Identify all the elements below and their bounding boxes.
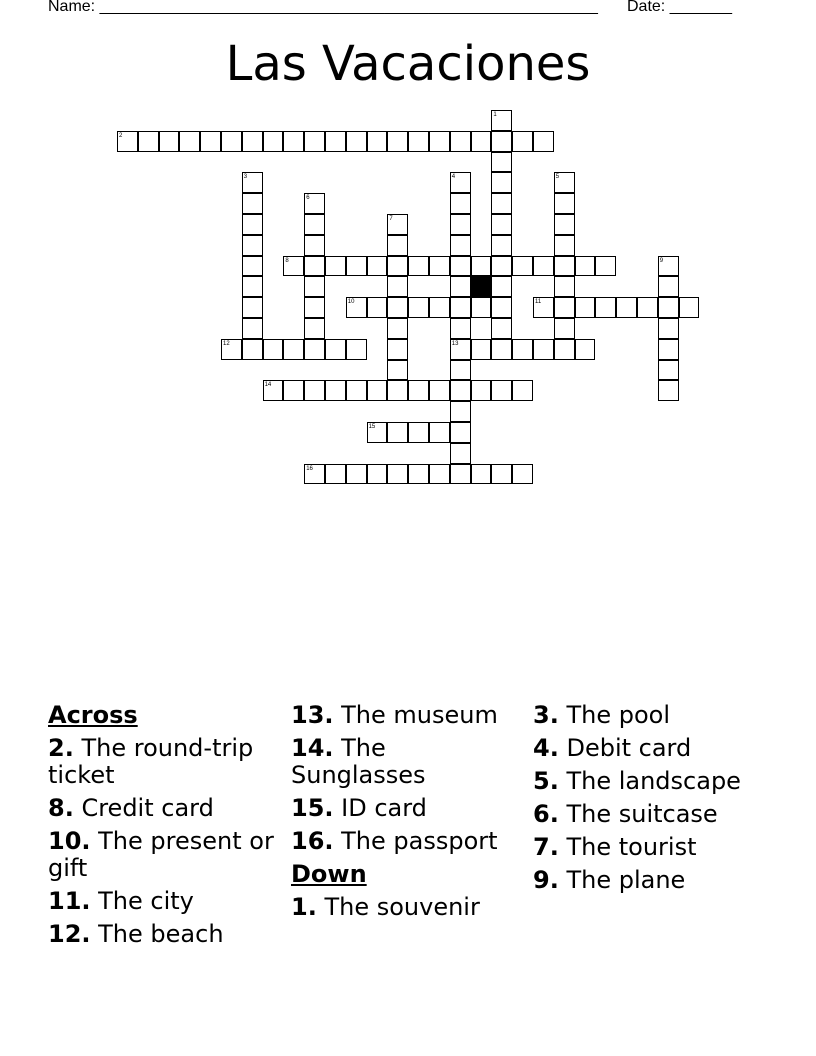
grid-cell[interactable]: [658, 297, 679, 318]
clue-number: 5.: [533, 767, 559, 795]
grid-cell[interactable]: [554, 256, 575, 277]
across-heading: Across: [48, 701, 138, 729]
clue-list-across-1: [48, 735, 278, 948]
cell-number: 7: [389, 216, 393, 222]
grid-cell[interactable]: [491, 297, 512, 318]
clues-column-2: [291, 702, 526, 927]
grid-cell[interactable]: [533, 339, 554, 360]
grid-cell[interactable]: [450, 443, 471, 464]
grid-cell[interactable]: [263, 339, 284, 360]
grid-cell[interactable]: [283, 339, 304, 360]
clue-item: [533, 801, 783, 828]
grid-cell[interactable]: [367, 256, 388, 277]
grid-cell[interactable]: [450, 464, 471, 485]
clue-number: 2.: [48, 734, 74, 762]
grid-cell[interactable]: [221, 339, 242, 360]
clue-number: 12.: [48, 920, 91, 948]
grid-cell[interactable]: [346, 297, 367, 318]
grid-cell[interactable]: [429, 422, 450, 443]
grid-cell[interactable]: [387, 380, 408, 401]
grid-cell[interactable]: [658, 339, 679, 360]
grid-cell[interactable]: [387, 360, 408, 381]
clue-item: [291, 828, 526, 855]
grid-cell[interactable]: [387, 214, 408, 235]
clues-column-3: [533, 702, 783, 900]
grid-cell[interactable]: [387, 276, 408, 297]
grid-cell[interactable]: [491, 339, 512, 360]
grid-cell[interactable]: [346, 380, 367, 401]
grid-cell[interactable]: [346, 256, 367, 277]
grid-cell[interactable]: [554, 214, 575, 235]
grid-cell[interactable]: [471, 380, 492, 401]
clue-text: The present or gift: [48, 827, 274, 882]
grid-cell[interactable]: [512, 380, 533, 401]
clue-text: The round-trip ticket: [48, 734, 254, 789]
clue-number: 8.: [48, 794, 74, 822]
grid-cell[interactable]: [242, 193, 263, 214]
grid-cell[interactable]: [242, 256, 263, 277]
cell-number: 15: [368, 424, 376, 430]
cell-number: 6: [306, 195, 310, 202]
grid-cell[interactable]: [304, 318, 325, 339]
grid-cell[interactable]: [179, 131, 200, 152]
grid-cell[interactable]: [283, 380, 304, 401]
grid-cell[interactable]: [263, 380, 284, 401]
grid-cell[interactable]: [491, 152, 512, 173]
grid-cell[interactable]: [658, 380, 679, 401]
grid-cell[interactable]: [471, 464, 492, 485]
grid-cell[interactable]: [512, 256, 533, 277]
cell-number: 4: [451, 174, 456, 181]
grid-cell[interactable]: [325, 256, 346, 277]
clue-text: The Sunglasses: [291, 734, 426, 789]
grid-cell[interactable]: [491, 256, 512, 277]
clue-item: [291, 795, 526, 822]
grid-cell[interactable]: [387, 297, 408, 318]
grid-cell[interactable]: [429, 256, 450, 277]
clue-number: 3.: [533, 701, 559, 729]
grid-cell[interactable]: [450, 422, 471, 443]
grid-cell[interactable]: [554, 318, 575, 339]
grid-cell[interactable]: [325, 339, 346, 360]
grid-cell[interactable]: [575, 256, 596, 277]
grid-cell[interactable]: [512, 464, 533, 485]
grid-cell[interactable]: [242, 318, 263, 339]
grid-cell[interactable]: [408, 256, 429, 277]
grid-cell[interactable]: [491, 110, 512, 131]
grid-cell[interactable]: [491, 235, 512, 256]
grid-cell[interactable]: [491, 214, 512, 235]
grid-cell[interactable]: [242, 297, 263, 318]
grid-cell[interactable]: [429, 297, 450, 318]
grid-cell[interactable]: [304, 131, 325, 152]
name-field-label: Name: ________________________________________________________: [48, 0, 598, 15]
grid-cell[interactable]: [491, 380, 512, 401]
grid-cell[interactable]: [491, 172, 512, 193]
clue-number: 11.: [48, 887, 91, 915]
grid-cell[interactable]: [429, 380, 450, 401]
clue-text: The tourist: [558, 833, 697, 861]
clue-item: [48, 795, 278, 822]
grid-cell[interactable]: [450, 360, 471, 381]
grid-cell[interactable]: [533, 256, 554, 277]
crossword-grid[interactable]: [0, 0, 816, 520]
grid-cell[interactable]: [491, 464, 512, 485]
grid-cell[interactable]: [637, 297, 658, 318]
grid-cell[interactable]: [325, 464, 346, 485]
grid-cell[interactable]: [304, 235, 325, 256]
grid-cell[interactable]: [450, 235, 471, 256]
grid-cell[interactable]: [533, 297, 554, 318]
grid-cell[interactable]: [450, 339, 471, 360]
cell-number: 9: [659, 257, 664, 264]
clue-number: 14.: [291, 734, 334, 762]
grid-cell[interactable]: [491, 276, 512, 297]
grid-cell[interactable]: [325, 380, 346, 401]
grid-cell[interactable]: [200, 131, 221, 152]
cell-number: 1: [493, 112, 497, 118]
grid-cell[interactable]: [658, 360, 679, 381]
clue-item: [533, 867, 783, 894]
grid-cell[interactable]: [554, 297, 575, 318]
clue-item: [533, 834, 783, 861]
grid-cell[interactable]: [575, 339, 596, 360]
clue-list-down-1: [291, 894, 526, 921]
clue-text: The plane: [558, 866, 686, 894]
grid-cell[interactable]: [263, 131, 284, 152]
grid-cell[interactable]: [658, 256, 679, 277]
clue-number: 6.: [533, 800, 559, 828]
grid-cell[interactable]: [408, 380, 429, 401]
grid-cell[interactable]: [450, 297, 471, 318]
clue-number: 4.: [533, 734, 559, 762]
grid-cell[interactable]: [595, 256, 616, 277]
grid-cell[interactable]: [575, 297, 596, 318]
grid-cell[interactable]: [554, 193, 575, 214]
clue-item: [291, 894, 526, 921]
grid-cell[interactable]: [304, 214, 325, 235]
clue-item: [533, 735, 783, 762]
grid-cell[interactable]: [304, 256, 325, 277]
grid-cell[interactable]: [283, 131, 304, 152]
clue-text: The city: [90, 887, 194, 915]
grid-cell[interactable]: [346, 464, 367, 485]
clue-item: [48, 888, 278, 915]
clue-item: [533, 702, 783, 729]
grid-cell[interactable]: [408, 422, 429, 443]
grid-cell[interactable]: [117, 131, 138, 152]
grid-cell[interactable]: [450, 214, 471, 235]
grid-cell[interactable]: [387, 422, 408, 443]
date-field-label: Date: _______: [627, 0, 732, 15]
grid-cell[interactable]: [346, 131, 367, 152]
black-cell: [471, 276, 492, 297]
grid-cell[interactable]: [387, 464, 408, 485]
grid-cell[interactable]: [512, 339, 533, 360]
grid-cell[interactable]: [367, 380, 388, 401]
cell-number: 5: [555, 174, 560, 181]
clue-text: The passport: [333, 827, 498, 855]
grid-cell[interactable]: [450, 256, 471, 277]
grid-cell[interactable]: [367, 131, 388, 152]
cell-number: 12: [223, 340, 230, 347]
clue-text: The suitcase: [558, 800, 718, 828]
grid-cell[interactable]: [242, 276, 263, 297]
grid-cell[interactable]: [408, 131, 429, 152]
clue-text: The museum: [333, 701, 498, 729]
grid-cell[interactable]: [304, 464, 325, 485]
grid-cell[interactable]: [595, 297, 616, 318]
cell-number: 2: [119, 132, 123, 139]
clue-text: ID card: [333, 794, 427, 822]
grid-cell[interactable]: [533, 131, 554, 152]
grid-cell[interactable]: [242, 131, 263, 152]
clue-item: [291, 702, 526, 729]
grid-cell[interactable]: [304, 297, 325, 318]
grid-cell[interactable]: [429, 464, 450, 485]
grid-cell[interactable]: [138, 131, 159, 152]
grid-cell[interactable]: [658, 318, 679, 339]
grid-cell[interactable]: [554, 172, 575, 193]
page-title: Las Vacaciones: [225, 36, 591, 92]
grid-cell[interactable]: [159, 131, 180, 152]
clues-column-1: [48, 702, 278, 954]
clue-number: 1.: [291, 893, 317, 921]
grid-cell[interactable]: [471, 339, 492, 360]
grid-cell[interactable]: [450, 131, 471, 152]
grid-cell[interactable]: [429, 131, 450, 152]
cell-number: 8: [285, 257, 289, 264]
grid-cell[interactable]: [325, 131, 346, 152]
grid-cell[interactable]: [387, 339, 408, 360]
clue-number: 16.: [291, 827, 334, 855]
grid-cell[interactable]: [471, 131, 492, 152]
clue-number: 7.: [533, 833, 559, 861]
grid-cell[interactable]: [450, 401, 471, 422]
clue-list-across-2: [291, 702, 526, 855]
grid-cell[interactable]: [283, 256, 304, 277]
grid-cell[interactable]: [554, 235, 575, 256]
cell-number: 16: [306, 465, 313, 472]
grid-cell[interactable]: [304, 339, 325, 360]
cell-number: 14: [264, 382, 272, 389]
grid-cell[interactable]: [242, 339, 263, 360]
cell-number: 3: [243, 174, 248, 181]
clue-number: 13.: [291, 701, 334, 729]
grid-cell[interactable]: [679, 297, 700, 318]
grid-cell[interactable]: [367, 464, 388, 485]
clue-item: [48, 735, 278, 789]
grid-cell[interactable]: [658, 276, 679, 297]
grid-cell[interactable]: [242, 235, 263, 256]
grid-cell[interactable]: [304, 193, 325, 214]
grid-cell[interactable]: [346, 339, 367, 360]
clue-item: [48, 921, 278, 948]
grid-cell[interactable]: [450, 193, 471, 214]
grid-cell[interactable]: [408, 297, 429, 318]
clue-text: The pool: [558, 701, 670, 729]
clue-item: [533, 768, 783, 795]
clue-text: Debit card: [558, 734, 692, 762]
grid-cell[interactable]: [554, 276, 575, 297]
clue-text: The landscape: [558, 767, 741, 795]
grid-cell[interactable]: [471, 297, 492, 318]
grid-cell[interactable]: [450, 172, 471, 193]
grid-cell[interactable]: [491, 131, 512, 152]
grid-cell[interactable]: [242, 172, 263, 193]
clue-item: [48, 828, 278, 882]
grid-cell[interactable]: [304, 380, 325, 401]
grid-cell[interactable]: [387, 131, 408, 152]
clue-text: The souvenir: [316, 893, 480, 921]
clue-text: Credit card: [73, 794, 214, 822]
clue-number: 15.: [291, 794, 334, 822]
grid-cell[interactable]: [367, 422, 388, 443]
grid-cell[interactable]: [408, 464, 429, 485]
grid-cell[interactable]: [387, 256, 408, 277]
grid-cell[interactable]: [387, 318, 408, 339]
cell-number: 13: [451, 340, 459, 347]
grid-cell[interactable]: [304, 276, 325, 297]
grid-cell[interactable]: [450, 380, 471, 401]
cell-number: 11: [535, 299, 542, 306]
clue-text: The beach: [90, 920, 224, 948]
clue-item: [291, 735, 526, 789]
grid-cell[interactable]: [616, 297, 637, 318]
grid-cell[interactable]: [221, 131, 242, 152]
grid-cell[interactable]: [512, 131, 533, 152]
grid-cell[interactable]: [242, 214, 263, 235]
grid-cell[interactable]: [491, 193, 512, 214]
clue-number: 10.: [48, 827, 91, 855]
grid-cell[interactable]: [450, 318, 471, 339]
grid-cell[interactable]: [471, 256, 492, 277]
down-heading: Down: [291, 860, 367, 888]
clue-number: 9.: [533, 866, 559, 894]
clue-list-down-2: [533, 702, 783, 894]
grid-cell[interactable]: [450, 276, 471, 297]
grid-cell[interactable]: [491, 318, 512, 339]
grid-cell[interactable]: [554, 339, 575, 360]
grid-cell[interactable]: [367, 297, 388, 318]
cell-number: 10: [347, 299, 355, 306]
grid-cell[interactable]: [387, 235, 408, 256]
